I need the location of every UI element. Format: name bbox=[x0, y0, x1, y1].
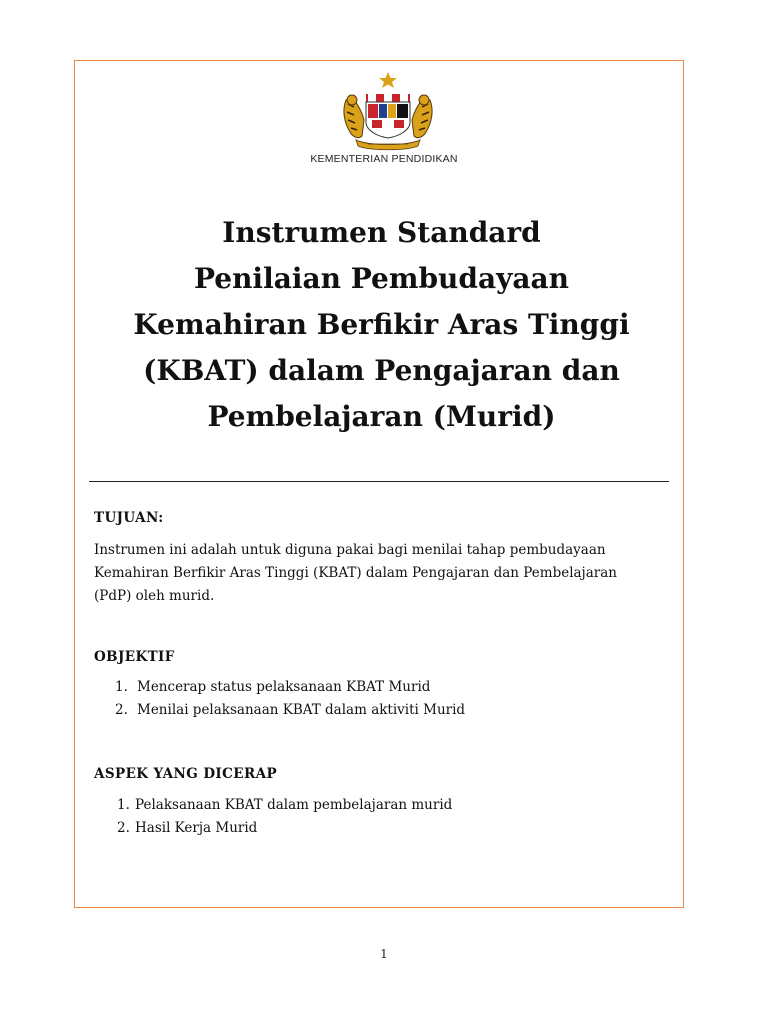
document-title bbox=[74, 210, 689, 440]
paragraph-line: Kemahiran Berfikir Aras Tinggi (KBAT) dalam Pengajaran dan Pembelajaran bbox=[94, 565, 617, 581]
list-item bbox=[117, 794, 452, 817]
list-item bbox=[115, 699, 465, 722]
list-item-text: Menilai pelaksanaan KBAT dalam aktiviti Murid bbox=[137, 702, 466, 718]
paragraph-line: Instrumen ini adalah untuk diguna pakai bagi menilai tahap pembudayaan bbox=[94, 542, 606, 558]
list-item bbox=[117, 817, 452, 840]
tujuan-heading: TUJUAN: bbox=[94, 510, 164, 526]
coat-of-arms-logo bbox=[338, 70, 438, 152]
aspek-list bbox=[117, 794, 452, 840]
list-item bbox=[115, 676, 465, 699]
list-item-number: 2. bbox=[117, 820, 130, 836]
title-line: Penilaian Pembudayaan bbox=[193, 262, 570, 295]
list-item-number: 1. bbox=[115, 679, 128, 695]
list-item-text: Pelaksanaan KBAT dalam pembelajaran murid bbox=[135, 797, 453, 813]
title-line: Kemahiran Berfikir Aras Tinggi bbox=[133, 308, 630, 341]
list-item-number: 1. bbox=[117, 797, 130, 813]
list-item-text: Hasil Kerja Murid bbox=[135, 820, 258, 836]
horizontal-divider bbox=[89, 481, 669, 482]
ministry-name: KEMENTERIAN PENDIDIKAN bbox=[310, 153, 458, 165]
aspek-heading: ASPEK YANG DICERAP bbox=[94, 766, 278, 782]
page-number: 1 bbox=[380, 947, 388, 961]
list-item-text: Mencerap status pelaksanaan KBAT Murid bbox=[137, 679, 431, 695]
title-line: (KBAT) dalam Pengajaran dan bbox=[143, 354, 620, 387]
objektif-list bbox=[115, 676, 465, 722]
objektif-heading: OBJEKTIF bbox=[94, 649, 175, 665]
tujuan-paragraph bbox=[94, 539, 674, 608]
paragraph-line: (PdP) oleh murid. bbox=[94, 588, 215, 604]
title-line: Instrumen Standard bbox=[222, 216, 541, 249]
title-line: Pembelajaran (Murid) bbox=[207, 400, 556, 433]
list-item-number: 2. bbox=[115, 702, 128, 718]
